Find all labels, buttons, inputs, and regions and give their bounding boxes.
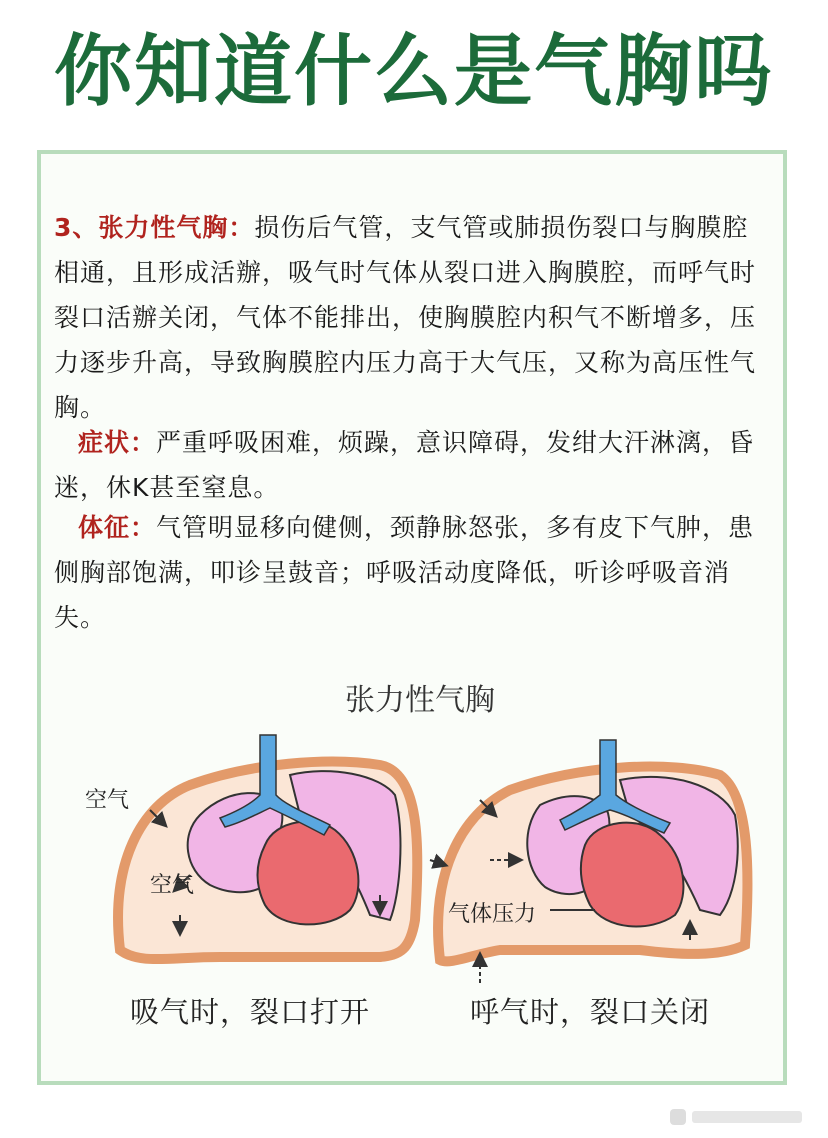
watermark-icon: [670, 1106, 810, 1128]
diagram-title: 张力性气胸: [345, 683, 495, 718]
diagram-illustration: [80, 665, 760, 1035]
signs-heading: 体征：: [78, 513, 157, 542]
heart: [258, 822, 359, 925]
paragraph-signs: [54, 505, 774, 640]
section-text: 损伤后气管，支气管或肺损伤裂口与胸膜腔相通，且形成活辦，吸气时气体从裂口进入胸膜腔，而呼气时裂口活辦关闭，气体不能排出，使胸膜腔内积气不断增多，压力逐步升高，导致胸膜腔内压力高于大气压，又称为高压性气胸。: [54, 213, 757, 422]
label-air-inner: 空气: [150, 873, 195, 898]
inhalation-illustration: [118, 735, 417, 959]
exhalation-illustration: [430, 740, 747, 983]
signs-text: 气管明显移向健侧，颈静脉怒张，多有皮下气肿，患侧胸部饱满，叩诊呈鼓音；呼吸活动度降低，听诊呼吸音消失。: [54, 513, 755, 632]
paragraph-symptoms: [54, 420, 774, 510]
section-heading: 3、张力性气胸：: [54, 213, 255, 242]
paragraph-tension-pneumothorax: [54, 205, 774, 430]
caption-exhalation: 呼气时，裂口关闭: [470, 995, 711, 1029]
pneumothorax-diagram: [80, 665, 760, 1035]
symptoms-heading: 症状：: [78, 428, 157, 457]
label-gas-pressure: 气体压力: [448, 902, 537, 927]
label-air-top: 空气: [85, 788, 130, 813]
arrow: [430, 860, 445, 865]
page-title: 你知道什么是气胸吗: [53, 27, 774, 117]
caption-inhalation: 吸气时，裂口打开: [130, 995, 371, 1029]
symptoms-text: 严重呼吸困难，烦躁，意识障碍，发绀大汗淋漓，昏迷，休K甚至窒息。: [54, 428, 755, 502]
